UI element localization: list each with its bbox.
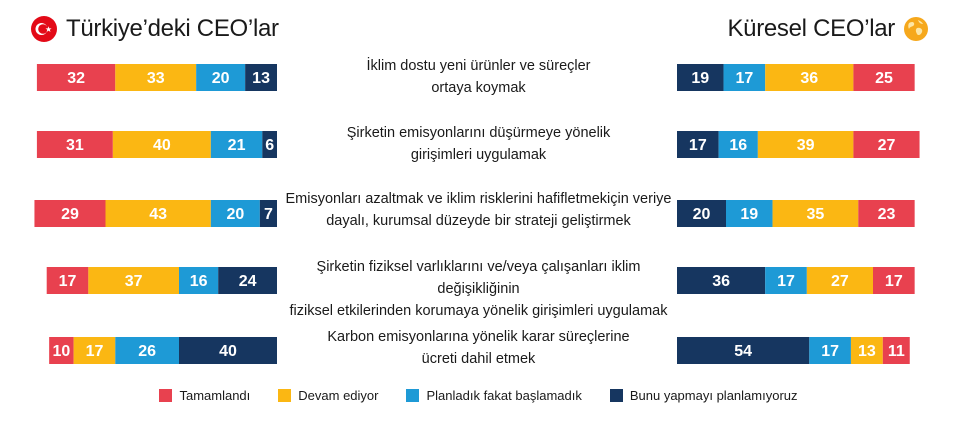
right-label-1-3: 17	[688, 137, 707, 154]
legend-swatch	[159, 389, 172, 402]
legend	[0, 388, 957, 403]
left-label-4-0: 10	[52, 343, 71, 360]
left-label-1-3: 6	[265, 137, 275, 154]
right-label-0-2: 17	[735, 70, 754, 87]
right-label-3-3: 36	[712, 273, 730, 290]
category-label	[282, 326, 675, 370]
legend-label: Devam ediyor	[298, 388, 379, 403]
left-label-3-2: 16	[189, 273, 208, 290]
category-line: dayalı, kurumsal düzeyde bir strateji geliştirmek	[326, 213, 631, 229]
category-line: Karbon emisyonlarına yönelik karar süreçlerine	[327, 329, 630, 345]
right-label-2-3: 20	[692, 206, 711, 223]
right-label-3-2: 17	[777, 273, 795, 290]
category-line: Şirketin emisyonlarını düşürmeye yönelik	[346, 125, 611, 141]
legend-label: Planladık fakat başlamadık	[426, 388, 582, 403]
left-label-4-2: 26	[138, 343, 157, 360]
category-label	[282, 55, 675, 99]
legend-label: Tamamlandı	[179, 388, 251, 403]
category-line: fiziksel etkilerinden korumaya yönelik girişimleri uygulamak	[289, 303, 668, 319]
right-label-3-1: 27	[831, 273, 849, 290]
left-label-2-2: 20	[226, 206, 245, 223]
right-label-4-0: 11	[887, 343, 905, 360]
left-label-0-3: 13	[252, 70, 270, 87]
left-label-1-0: 31	[65, 137, 84, 154]
left-label-3-3: 24	[238, 273, 257, 290]
category-label	[282, 256, 675, 322]
left-label-1-1: 40	[152, 137, 171, 154]
legend-item	[159, 388, 250, 403]
legend-item	[610, 388, 798, 403]
right-label-1-1: 39	[796, 137, 815, 154]
legend-swatch	[406, 389, 419, 402]
left-label-2-3: 7	[263, 206, 273, 223]
legend-swatch	[278, 389, 291, 402]
left-label-1-2: 21	[227, 137, 246, 154]
left-label-3-0: 17	[58, 273, 77, 290]
right-label-1-2: 16	[729, 137, 748, 154]
right-label-0-0: 25	[875, 70, 893, 87]
legend-label: Bunu yapmayı planlamıyoruz	[629, 388, 798, 403]
right-label-4-3: 54	[734, 343, 753, 360]
left-label-0-0: 32	[67, 70, 85, 87]
right-label-2-1: 35	[806, 206, 825, 223]
category-label	[282, 122, 675, 166]
right-label-4-2: 17	[821, 343, 840, 360]
category-line: İklim dostu yeni ürünler ve süreçler	[366, 58, 591, 74]
right-label-0-3: 19	[691, 70, 710, 87]
left-label-4-3: 40	[219, 343, 237, 360]
left-label-0-1: 33	[146, 70, 165, 87]
legend-swatch	[610, 389, 623, 402]
left-label-0-2: 20	[211, 70, 230, 87]
right-label-1-0: 27	[877, 137, 896, 154]
left-label-2-1: 43	[149, 206, 168, 223]
category-line: ücreti dahil etmek	[421, 351, 536, 367]
right-label-2-2: 19	[740, 206, 759, 223]
right-label-2-0: 23	[877, 206, 896, 223]
category-line: ortaya koymak	[431, 80, 526, 96]
left-title: Türkiye’deki CEO’lar	[66, 15, 279, 42]
legend-item	[278, 388, 378, 403]
legend-item	[406, 388, 581, 403]
right-label-4-1: 13	[857, 343, 876, 360]
right-label-0-1: 36	[800, 70, 819, 87]
category-line: Şirketin fiziksel varlıklarını ve/veya çalışanları iklim değişikliğinin	[316, 259, 641, 297]
category-line: Emisyonları azaltmak ve iklim risklerini hafifletmekiçin veriye	[285, 191, 672, 207]
right-label-3-0: 17	[884, 273, 903, 290]
category-line: girişimleri uygulamak	[410, 147, 547, 163]
left-label-4-1: 17	[85, 343, 104, 360]
left-label-3-1: 37	[124, 273, 143, 290]
left-label-2-0: 29	[61, 206, 79, 223]
category-label	[282, 188, 675, 232]
right-title: Küresel CEO’lar	[727, 15, 895, 42]
